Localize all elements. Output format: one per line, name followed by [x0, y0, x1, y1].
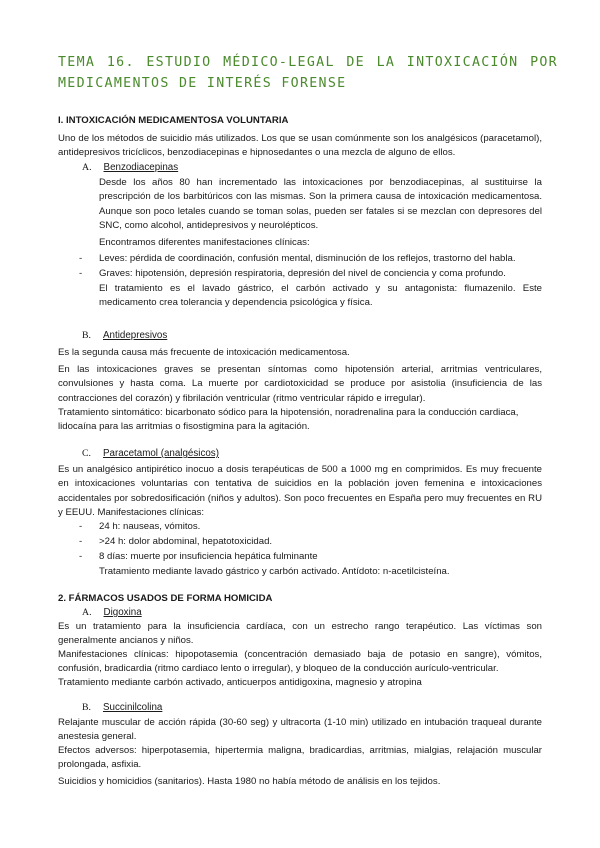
benzo-paragraph-2: Encontramos diferentes manifestaciones clínicas: [99, 237, 310, 248]
succinilcolina-paragraph-2: Efectos adversos: hiperpotasemia, hipertermia maligna, bradicardias, arritmias, mialgias, relajación muscular prolongada, asfixia. [58, 745, 542, 771]
benzo-paragraph-3: El tratamiento es el lavado gástrico, el carbón activado y su antagonista: flumazenilo. Este medicamento crea tolerancia y dependencia psicológica y física. [99, 283, 542, 309]
antidep-paragraph-1: Es la segunda causa más frecuente de intoxicación medicamentosa. [58, 347, 350, 358]
succinilcolina-paragraph-1: Relajante muscular de acción rápida (30-60 seg) y ultracorta (1-10 min) utilizado en intubación traqueal durante anestesia general. [58, 717, 542, 743]
bullet-dash: - [79, 521, 83, 532]
benzo-paragraph-1: Desde los años 80 han incrementado las intoxicaciones por benzodiacepinas, al sustituirse la prescripción de los barbitúricos con las mismas. Son la primera causa de intoxicación medicamentosa. Aunque son poco letales cuando se toman solas, pueden ser fatales si se mezclan con depresores del SNC, como alcohol, antidepresivos y neurolépticos. [99, 177, 542, 231]
page-title: TEMA 16. ESTUDIO MÉDICO-LEGAL DE LA INTOXICACIÓN POR MEDICAMENTOS DE INTERÉS FORENSE [58, 55, 558, 91]
subsection-title: Succinilcolina [102, 702, 163, 713]
bullet-dash: - [79, 253, 83, 264]
subsection-2b-heading [82, 701, 162, 715]
bullet-dash: - [79, 551, 83, 562]
paracetamol-bullet-1: 24 h: nauseas, vómitos. [99, 521, 201, 532]
digoxina-paragraph-1: Es un tratamiento para la insuficiencia cardíaca, con un estrecho rango terapéutico. Las víctimas son generalmente ancianos y niños. [58, 621, 542, 647]
subsection-letter: A. [82, 607, 92, 618]
bullet-dash: - [79, 268, 83, 279]
subsection-1a-heading [82, 161, 178, 175]
section-2-heading: 2. FÁRMACOS USADOS DE FORMA HOMICIDA [58, 593, 273, 604]
subsection-title: Paracetamol (analgésicos) [102, 448, 219, 459]
subsection-letter: B. [82, 330, 91, 341]
bullet-dash: - [79, 536, 83, 547]
subsection-title: Benzodiacepinas [103, 162, 179, 173]
section-1-intro: Uno de los métodos de suicidio más utilizados. Los que se usan comúnmente son los analgésicos (paracetamol), antidepresivos tricíclicos, benzodiacepinas e hipnosedantes o una mezcla de alguno de ellos. [58, 133, 542, 159]
antidep-paragraph-2: En las intoxicaciones graves se presentan síntomas como hipotensión arterial, arritmias ventriculares, convulsiones y hasta coma. La muerte por cardiotoxicidad se produce por asistolia (insuficiencia de las contracciones del corazón) y fibrilación ventricular (ritmo ventricular rápido e irregular). [58, 364, 542, 404]
paracetamol-bullet-3: 8 días: muerte por insuficiencia hepática fulminante [99, 551, 318, 562]
paracetamol-paragraph-1: Es un analgésico antipirético inocuo a dosis terapéuticas de 500 a 1000 mg en comprimidos. Es muy frecuente en intoxicaciones voluntarias con tentativa de suicidios en la población joven femenina e intoxicaciones accidentales por sobredosificación (niños y adultos). Son poco frecuentes en España pero muy frecuentes en RU y EEUU. Manifestaciones clínicas: [58, 464, 542, 518]
benzo-bullet-1: Leves: pérdida de coordinación, confusión mental, disminución de los reflejos, trastorno del habla. [99, 253, 516, 264]
subsection-2a-heading [82, 606, 142, 620]
succinilcolina-paragraph-3: Suicidios y homicidios (sanitarios). Hasta 1980 no había método de análisis en los tejidos. [58, 776, 441, 787]
subsection-1b-heading [82, 329, 167, 343]
antidep-paragraph-3: Tratamiento sintomático: bicarbonato sódico para la hipotensión, noradrenalina para la conducción cardiaca, lidocaína para las arritmias o fisostigmina para la agitación. [58, 407, 519, 433]
digoxina-paragraph-2: Manifestaciones clínicas: hipopotasemia (concentración demasiado baja de potasio en sangre), vómitos, confusión, bradicardia (ritmo cardiaco lento o irregular), y bloqueo de la conducción aurículo-ventricular. [58, 649, 542, 675]
benzo-bullet-2: Graves: hipotensión, depresión respiratoria, depresión del nivel de conciencia y coma profundo. [99, 268, 506, 279]
paracetamol-bullet-2: >24 h: dolor abdominal, hepatotoxicidad. [99, 536, 273, 547]
subsection-letter: C. [82, 448, 91, 459]
digoxina-paragraph-3: Tratamiento mediante carbón activado, anticuerpos antidigoxina, magnesio y atropina [58, 677, 422, 688]
subsection-1c-heading [82, 447, 219, 461]
section-1-heading: I. INTOXICACIÓN MEDICAMENTOSA VOLUNTARIA [58, 115, 289, 126]
subsection-letter: B. [82, 702, 91, 713]
subsection-letter: A. [82, 162, 92, 173]
subsection-title: Digoxina [103, 607, 142, 618]
subsection-title: Antidepresivos [102, 330, 168, 341]
paracetamol-paragraph-2: Tratamiento mediante lavado gástrico y carbón activado. Antídoto: n-acetilcisteína. [99, 566, 450, 577]
